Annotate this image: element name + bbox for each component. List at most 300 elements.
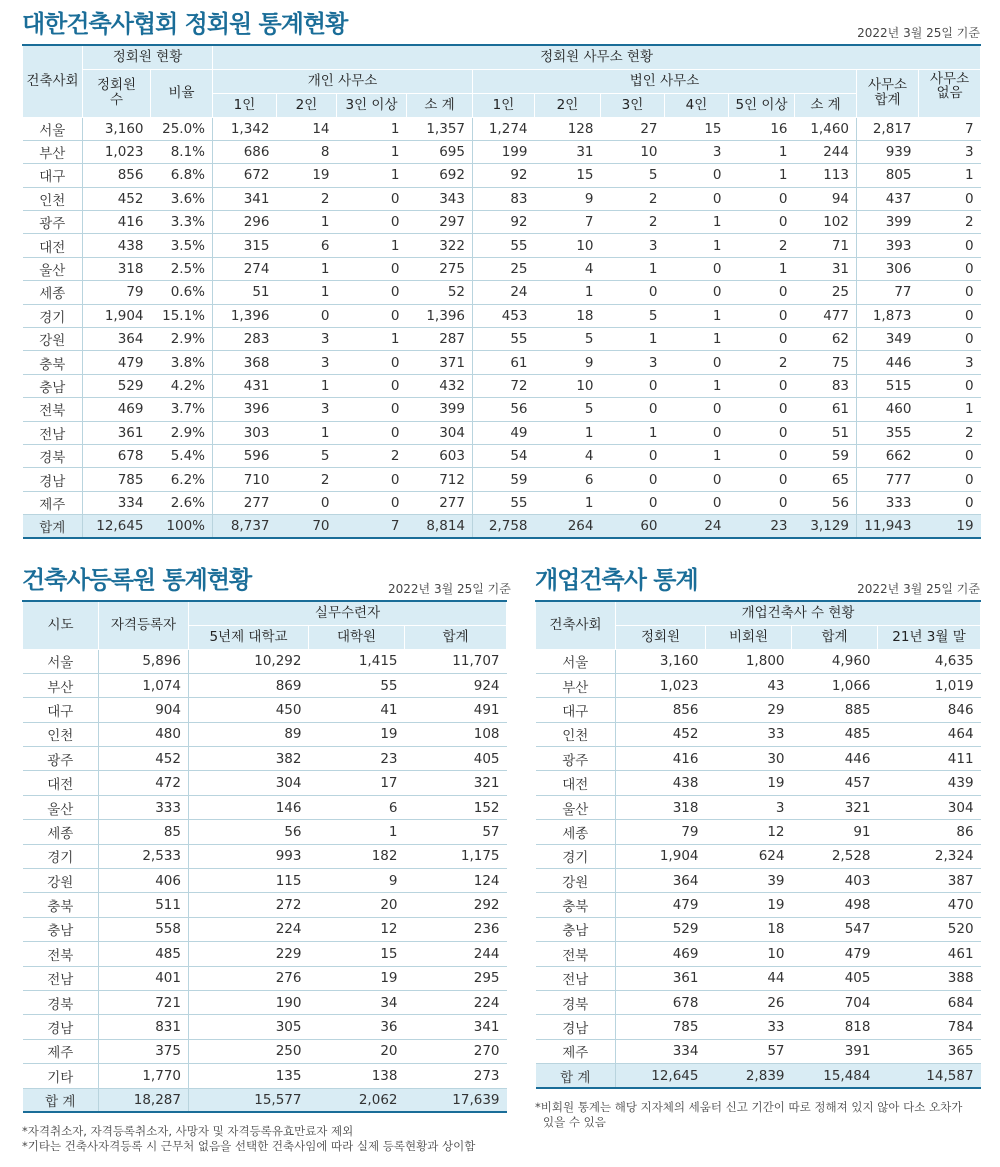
header-personal: 개인 사무소 xyxy=(213,69,473,93)
row-label: 충남 xyxy=(23,917,99,941)
members-table-body xyxy=(23,117,981,538)
table-cell: 672 xyxy=(213,164,277,187)
table-row xyxy=(536,673,981,697)
table-cell: 1,357 xyxy=(407,117,473,140)
table-cell: 361 xyxy=(616,966,706,990)
table-cell: 355 xyxy=(857,421,919,444)
table-cell: 190 xyxy=(189,990,309,1014)
table-cell: 12 xyxy=(706,820,792,844)
table-cell: 511 xyxy=(99,893,189,917)
table-cell: 277 xyxy=(407,491,473,514)
table-cell: 182 xyxy=(309,844,405,868)
row-label: 대구 xyxy=(23,698,99,722)
table-cell: 0 xyxy=(601,468,665,491)
table-row xyxy=(23,140,981,163)
table-cell: 0 xyxy=(919,257,981,280)
table-cell: 321 xyxy=(405,771,507,795)
row-label: 대구 xyxy=(23,164,83,187)
table-cell: 624 xyxy=(706,844,792,868)
table-cell: 57 xyxy=(405,820,507,844)
table-cell: 0 xyxy=(601,374,665,397)
table-cell: 784 xyxy=(878,1015,981,1039)
header-ratio: 비율 xyxy=(151,69,213,117)
row-label: 대전 xyxy=(536,771,616,795)
table-cell: 65 xyxy=(795,468,857,491)
table-row xyxy=(536,795,981,819)
table-cell: 52 xyxy=(407,281,473,304)
table-cell: 405 xyxy=(405,747,507,771)
row-label: 인천 xyxy=(23,722,99,746)
table-cell: 16 xyxy=(729,117,795,140)
table-cell: 23 xyxy=(309,747,405,771)
table-row xyxy=(23,1039,507,1063)
table-cell: 904 xyxy=(99,698,189,722)
table-cell: 33 xyxy=(706,1015,792,1039)
table-cell: 6 xyxy=(309,795,405,819)
row-label: 대전 xyxy=(23,234,83,257)
table-cell: 869 xyxy=(189,673,309,697)
header-univ5: 5년제 대학교 xyxy=(189,625,309,649)
total-row xyxy=(536,1064,981,1088)
table-cell: 3.8% xyxy=(151,351,213,374)
table-cell: 856 xyxy=(616,698,706,722)
table-cell: 1,274 xyxy=(473,117,535,140)
table-cell: 0 xyxy=(601,491,665,514)
table-cell: 0 xyxy=(919,468,981,491)
table-cell: 55 xyxy=(473,328,535,351)
open-architects-table xyxy=(535,600,981,1089)
table-cell: 92 xyxy=(473,164,535,187)
members-table xyxy=(22,44,981,539)
table-cell: 2,533 xyxy=(99,844,189,868)
table-cell: 0 xyxy=(337,351,407,374)
header-sido: 시도 xyxy=(23,601,99,649)
header-region: 건축사회 xyxy=(23,45,83,117)
table-cell: 2.5% xyxy=(151,257,213,280)
header-members-group: 정회원 현황 xyxy=(83,45,213,69)
table-cell: 18 xyxy=(535,304,601,327)
table-cell: 2 xyxy=(729,234,795,257)
table-cell: 3.3% xyxy=(151,211,213,234)
table-cell: 0 xyxy=(337,257,407,280)
table-cell: 0 xyxy=(665,468,729,491)
table-cell: 10 xyxy=(535,374,601,397)
table-cell: 29 xyxy=(706,698,792,722)
table-cell: 684 xyxy=(878,990,981,1014)
table-cell: 11,707 xyxy=(405,649,507,673)
table-cell: 15,577 xyxy=(189,1088,309,1112)
table-cell: 480 xyxy=(99,722,189,746)
table-row xyxy=(23,1015,507,1039)
table-row xyxy=(23,374,981,397)
table-cell: 1 xyxy=(337,234,407,257)
header-psub: 소 계 xyxy=(407,93,473,117)
table-row xyxy=(23,1064,507,1088)
section2-title: 건축사등록원 통계현황 xyxy=(22,566,252,594)
table-cell: 92 xyxy=(473,211,535,234)
table-cell: 498 xyxy=(792,893,878,917)
table-cell: 2 xyxy=(601,187,665,210)
row-label: 제주 xyxy=(23,1039,99,1063)
header-grad: 대학원 xyxy=(309,625,405,649)
table-cell: 277 xyxy=(213,491,277,514)
header-registered: 자격등록자 xyxy=(99,601,189,649)
table-cell: 596 xyxy=(213,444,277,467)
table-cell: 452 xyxy=(616,722,706,746)
row-label: 대구 xyxy=(536,698,616,722)
table-cell: 60 xyxy=(601,515,665,538)
table-cell: 387 xyxy=(878,869,981,893)
table-cell: 272 xyxy=(189,893,309,917)
table-cell: 375 xyxy=(99,1039,189,1063)
table-cell: 831 xyxy=(99,1015,189,1039)
table-cell: 19 xyxy=(277,164,337,187)
table-cell: 1,023 xyxy=(83,140,151,163)
table-cell: 4 xyxy=(535,257,601,280)
table-cell: 2 xyxy=(337,444,407,467)
table-cell: 0 xyxy=(919,281,981,304)
table-cell: 3 xyxy=(919,140,981,163)
table-cell: 2.9% xyxy=(151,328,213,351)
table-row xyxy=(536,747,981,771)
registration-table-body xyxy=(23,649,507,1112)
table-cell: 334 xyxy=(83,491,151,514)
table-cell: 333 xyxy=(857,491,919,514)
table-cell: 343 xyxy=(407,187,473,210)
table-cell: 244 xyxy=(795,140,857,163)
table-cell: 138 xyxy=(309,1064,405,1088)
table-cell: 0 xyxy=(729,444,795,467)
table-cell: 146 xyxy=(189,795,309,819)
table-cell: 1 xyxy=(729,140,795,163)
table-cell: 0 xyxy=(729,328,795,351)
row-label: 서울 xyxy=(536,649,616,673)
row-label: 세종 xyxy=(23,281,83,304)
open-architects-table-body xyxy=(536,649,981,1088)
row-label: 경기 xyxy=(23,844,99,868)
table-cell: 472 xyxy=(99,771,189,795)
table-cell: 229 xyxy=(189,942,309,966)
table-cell: 0 xyxy=(919,234,981,257)
table-row xyxy=(23,117,981,140)
table-cell: 49 xyxy=(473,421,535,444)
table-cell: 0 xyxy=(601,444,665,467)
table-cell: 5 xyxy=(601,304,665,327)
table-cell: 25 xyxy=(795,281,857,304)
table-cell: 479 xyxy=(83,351,151,374)
table-row xyxy=(536,1039,981,1063)
table-cell: 885 xyxy=(792,698,878,722)
header-region3: 건축사회 xyxy=(536,601,616,649)
table-cell: 2.9% xyxy=(151,421,213,444)
header-office-total: 사무소 합계 xyxy=(857,69,919,117)
table-cell: 7 xyxy=(919,117,981,140)
row-label: 합계 xyxy=(23,515,83,538)
table-cell: 91 xyxy=(792,820,878,844)
table-cell: 12,645 xyxy=(83,515,151,538)
table-cell: 856 xyxy=(83,164,151,187)
table-cell: 71 xyxy=(795,234,857,257)
table-cell: 0 xyxy=(729,468,795,491)
table-cell: 41 xyxy=(309,698,405,722)
table-cell: 15 xyxy=(665,117,729,140)
table-cell: 0 xyxy=(729,211,795,234)
table-row xyxy=(23,211,981,234)
table-cell: 452 xyxy=(99,747,189,771)
table-cell: 371 xyxy=(407,351,473,374)
table-cell: 43 xyxy=(706,673,792,697)
table-cell: 5 xyxy=(535,398,601,421)
table-cell: 5,896 xyxy=(99,649,189,673)
row-label: 경북 xyxy=(536,990,616,1014)
table-cell: 283 xyxy=(213,328,277,351)
table-cell: 710 xyxy=(213,468,277,491)
table-cell: 0 xyxy=(601,398,665,421)
table-cell: 0.6% xyxy=(151,281,213,304)
header-c5: 5인 이상 xyxy=(729,93,795,117)
registration-table xyxy=(22,600,507,1113)
table-cell: 1 xyxy=(337,117,407,140)
table-cell: 485 xyxy=(792,722,878,746)
table-cell: 3 xyxy=(919,351,981,374)
table-cell: 8,814 xyxy=(407,515,473,538)
table-cell: 1 xyxy=(535,491,601,514)
table-cell: 18 xyxy=(706,917,792,941)
table-cell: 0 xyxy=(665,398,729,421)
table-cell: 20 xyxy=(309,893,405,917)
table-cell: 785 xyxy=(83,468,151,491)
table-cell: 469 xyxy=(83,398,151,421)
table-cell: 520 xyxy=(878,917,981,941)
table-cell: 19 xyxy=(919,515,981,538)
table-cell: 0 xyxy=(337,187,407,210)
section1-date: 2022년 3월 25일 기준 xyxy=(857,26,980,40)
table-cell: 4,635 xyxy=(878,649,981,673)
table-row xyxy=(536,649,981,673)
table-cell: 31 xyxy=(535,140,601,163)
row-label: 경북 xyxy=(23,444,83,467)
table-cell: 1,019 xyxy=(878,673,981,697)
row-label: 경남 xyxy=(23,1015,99,1039)
row-label: 강원 xyxy=(536,869,616,893)
table-cell: 108 xyxy=(405,722,507,746)
table-cell: 25.0% xyxy=(151,117,213,140)
table-cell: 470 xyxy=(878,893,981,917)
row-label: 강원 xyxy=(23,328,83,351)
table-cell: 1 xyxy=(665,304,729,327)
table-cell: 89 xyxy=(189,722,309,746)
table-cell: 368 xyxy=(213,351,277,374)
row-label: 인천 xyxy=(536,722,616,746)
table-cell: 1 xyxy=(665,328,729,351)
table-cell: 939 xyxy=(857,140,919,163)
table-cell: 1 xyxy=(665,444,729,467)
table-cell: 349 xyxy=(857,328,919,351)
header-c3: 3인 xyxy=(601,93,665,117)
table-cell: 224 xyxy=(189,917,309,941)
table-cell: 1 xyxy=(277,211,337,234)
table-cell: 6.2% xyxy=(151,468,213,491)
table-cell: 365 xyxy=(878,1039,981,1063)
table-cell: 8,737 xyxy=(213,515,277,538)
table-cell: 56 xyxy=(473,398,535,421)
row-label: 경북 xyxy=(23,990,99,1014)
table-cell: 19 xyxy=(309,722,405,746)
table-cell: 515 xyxy=(857,374,919,397)
header-members: 정회원 수 xyxy=(83,69,151,117)
table-cell: 79 xyxy=(616,820,706,844)
row-label: 전남 xyxy=(23,421,83,444)
table-cell: 33 xyxy=(706,722,792,746)
row-label: 충북 xyxy=(23,351,83,374)
table-cell: 361 xyxy=(83,421,151,444)
table-cell: 72 xyxy=(473,374,535,397)
table-cell: 453 xyxy=(473,304,535,327)
table-cell: 7 xyxy=(337,515,407,538)
table-cell: 0 xyxy=(919,328,981,351)
table-row xyxy=(23,990,507,1014)
table-cell: 388 xyxy=(878,966,981,990)
table-cell: 3,160 xyxy=(616,649,706,673)
table-cell: 485 xyxy=(99,942,189,966)
table-cell: 446 xyxy=(857,351,919,374)
table-cell: 405 xyxy=(792,966,878,990)
table-cell: 411 xyxy=(878,747,981,771)
row-label: 부산 xyxy=(536,673,616,697)
table-cell: 704 xyxy=(792,990,878,1014)
table-cell: 0 xyxy=(729,374,795,397)
row-label: 충남 xyxy=(536,917,616,941)
table-cell: 333 xyxy=(99,795,189,819)
table-row xyxy=(23,771,507,795)
table-cell: 0 xyxy=(729,398,795,421)
table-cell: 12,645 xyxy=(616,1064,706,1088)
table-cell: 321 xyxy=(792,795,878,819)
table-cell: 0 xyxy=(337,374,407,397)
table-row xyxy=(536,771,981,795)
table-cell: 55 xyxy=(309,673,405,697)
table-cell: 341 xyxy=(213,187,277,210)
table-cell: 1,175 xyxy=(405,844,507,868)
row-label: 충남 xyxy=(23,374,83,397)
table-cell: 401 xyxy=(99,966,189,990)
table-cell: 10 xyxy=(706,942,792,966)
table-cell: 304 xyxy=(878,795,981,819)
table-row xyxy=(536,869,981,893)
table-cell: 297 xyxy=(407,211,473,234)
row-label: 기타 xyxy=(23,1064,99,1088)
table-cell: 2,062 xyxy=(309,1088,405,1112)
table-cell: 364 xyxy=(83,328,151,351)
table-cell: 10 xyxy=(601,140,665,163)
table-cell: 61 xyxy=(795,398,857,421)
table-cell: 2 xyxy=(277,468,337,491)
table-cell: 55 xyxy=(473,234,535,257)
table-cell: 39 xyxy=(706,869,792,893)
table-cell: 83 xyxy=(795,374,857,397)
table-row xyxy=(23,893,507,917)
table-cell: 0 xyxy=(729,281,795,304)
table-cell: 2 xyxy=(601,211,665,234)
table-row xyxy=(23,444,981,467)
table-cell: 55 xyxy=(473,491,535,514)
row-label: 서울 xyxy=(23,117,83,140)
table-cell: 14,587 xyxy=(878,1064,981,1088)
section1-title: 대한건축사협회 정회원 통계현황 xyxy=(22,10,348,38)
table-cell: 1 xyxy=(535,421,601,444)
table-cell: 1,873 xyxy=(857,304,919,327)
table-cell: 6 xyxy=(277,234,337,257)
row-label: 광주 xyxy=(536,747,616,771)
table-cell: 1 xyxy=(665,211,729,234)
table-row xyxy=(23,747,507,771)
table-cell: 3,129 xyxy=(795,515,857,538)
table-cell: 0 xyxy=(729,187,795,210)
table-row xyxy=(536,820,981,844)
header-nonmember: 비회원 xyxy=(706,625,792,649)
row-label: 서울 xyxy=(23,649,99,673)
table-cell: 86 xyxy=(878,820,981,844)
table-cell: 128 xyxy=(535,117,601,140)
row-label: 경기 xyxy=(536,844,616,868)
row-label: 전북 xyxy=(536,942,616,966)
table-cell: 199 xyxy=(473,140,535,163)
table-row xyxy=(23,304,981,327)
table-cell: 547 xyxy=(792,917,878,941)
table-cell: 305 xyxy=(189,1015,309,1039)
note-line: *자격취소자, 자격등록취소자, 사망자 및 자격등록유효만료자 제외 xyxy=(22,1124,354,1138)
header-p1: 1인 xyxy=(213,93,277,117)
table-cell: 12 xyxy=(309,917,405,941)
table-cell: 10 xyxy=(535,234,601,257)
table-cell: 275 xyxy=(407,257,473,280)
table-cell: 393 xyxy=(857,234,919,257)
table-cell: 6.8% xyxy=(151,164,213,187)
table-cell: 19 xyxy=(706,771,792,795)
table-cell: 79 xyxy=(83,281,151,304)
table-row xyxy=(536,1015,981,1039)
table-cell: 0 xyxy=(665,421,729,444)
table-cell: 15 xyxy=(309,942,405,966)
table-cell: 0 xyxy=(729,491,795,514)
table-cell: 3 xyxy=(665,140,729,163)
table-cell: 0 xyxy=(337,421,407,444)
table-cell: 2,839 xyxy=(706,1064,792,1088)
table-cell: 8 xyxy=(277,140,337,163)
note-line: *비회원 통계는 해당 지자체의 세움터 신고 기간이 따로 정해져 있지 않아 다소 오차가 xyxy=(535,1100,963,1114)
row-label: 경기 xyxy=(23,304,83,327)
table-cell: 846 xyxy=(878,698,981,722)
table-cell: 318 xyxy=(83,257,151,280)
table-cell: 124 xyxy=(405,869,507,893)
table-cell: 457 xyxy=(792,771,878,795)
table-cell: 721 xyxy=(99,990,189,1014)
table-cell: 1,460 xyxy=(795,117,857,140)
table-cell: 304 xyxy=(189,771,309,795)
table-cell: 2,324 xyxy=(878,844,981,868)
table-cell: 17,639 xyxy=(405,1088,507,1112)
table-cell: 44 xyxy=(706,966,792,990)
table-row xyxy=(23,673,507,697)
table-cell: 399 xyxy=(857,211,919,234)
table-row xyxy=(23,468,981,491)
table-cell: 75 xyxy=(795,351,857,374)
table-cell: 0 xyxy=(337,491,407,514)
table-row xyxy=(23,820,507,844)
table-cell: 295 xyxy=(405,966,507,990)
row-label: 세종 xyxy=(536,820,616,844)
table-row xyxy=(536,722,981,746)
